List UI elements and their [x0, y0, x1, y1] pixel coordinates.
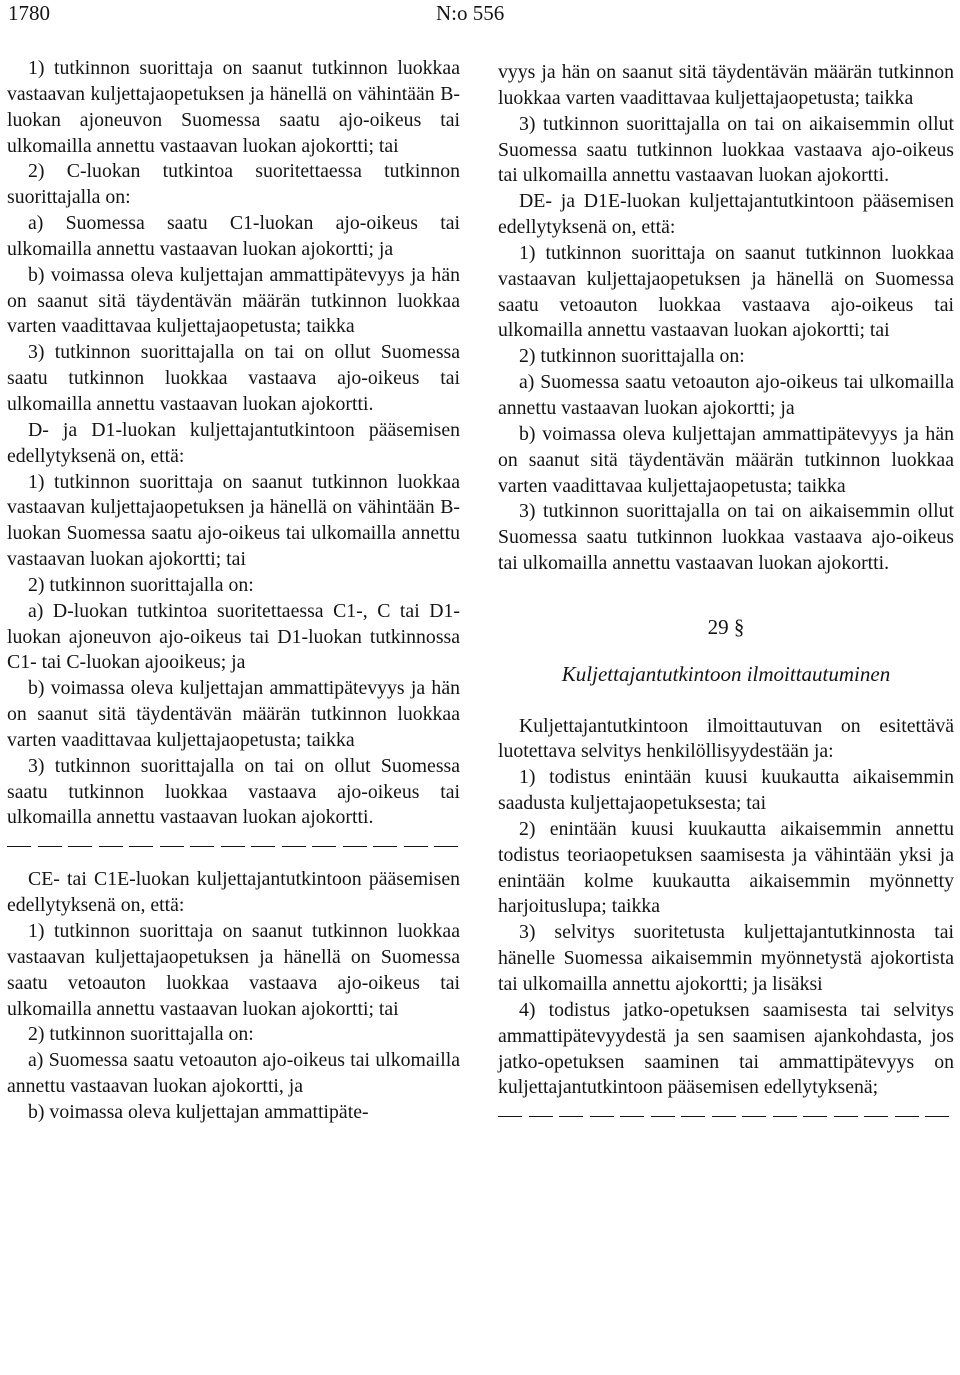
- paragraph: a) Suomessa saatu C1-luokan ajo-oikeus tai ulkomailla annettu vastaavan luokan ajokortti; ja: [7, 212, 460, 260]
- paragraph: a) Suomessa saatu vetoauton ajo-oikeus tai ulkomailla annettu vastaavan luokan ajokortti, ja: [7, 1049, 460, 1098]
- left-column: [7, 56, 460, 1126]
- page-header: [0, 0, 960, 32]
- paragraph: 2) tutkinnon suorittajalla on:: [28, 1023, 254, 1046]
- paragraph: a) D-luokan tutkintoa suoritettaessa C1-, C tai D1-luokan ajoneuvon ajo-oikeus tai D1-luokan tutkinnossa C1- tai C-luokan ajooikeus; ja: [7, 599, 460, 674]
- paragraph: 1) todistus enintään kuusi kuukautta aikaisemmin saadusta kuljettajaopetuksesta; tai: [498, 766, 954, 815]
- paragraph: 4) todistus jatko-opetuksen saamisesta tai selvitys ammattipätevyydestä ja sen saamisen ajankohdasta, jos jatko-opetuksen saaminen tai ammattipätevyys on kuljettajantutkintoon pääsemisen edellytyksenä;: [498, 998, 954, 1099]
- paragraph: 1) tutkinnon suorittaja on saanut tutkinnon luokkaa vastaavan kuljettajaopetuksen ja hänellä on vähintään B-luokan Suomessa saatu ajo-oikeus tai ulkomailla annettu vastaavan luokan ajokortti; tai: [7, 470, 460, 571]
- omission-dashes: [7, 833, 460, 859]
- paragraph: 1) tutkinnon suorittaja on saanut tutkinnon luokkaa vastaavan kuljettajaopetuksen ja hänellä on Suomessa saatu vetoauton luokkaa vastaava ajo-oikeus tai ulkomailla annettu vastaavan luokan ajokortti; tai: [7, 920, 460, 1020]
- document-number: N:o 556: [436, 1, 505, 25]
- paragraph: 3) tutkinnon suorittajalla on tai on aikaisemmin ollut Suomessa saatu tutkinnon luokkaa vastaava ajo-oikeus tai ulkomailla annettu vastaavan luokan ajokortti.: [498, 112, 954, 187]
- paragraph: 2) tutkinnon suorittajalla on:: [519, 345, 745, 368]
- paragraph: 3) tutkinnon suorittajalla on tai on ollut Suomessa saatu tutkinnon luokkaa vastaava ajo-oikeus tai ulkomailla annettu vastaavan luokan ajokortti.: [7, 754, 460, 829]
- paragraph: DE- ja D1E-luokan kuljettajantutkintoon pääsemisen edellytyksenä on, että:: [498, 190, 954, 239]
- paragraph: D- ja D1-luokan kuljettajantutkintoon pääsemisen edellytyksenä on, että:: [7, 418, 460, 467]
- paragraph: Kuljettajantutkintoon ilmoittautuvan on esitettävä luotettava selvitys henkilöllisyydestään ja:: [498, 714, 954, 763]
- paragraph: 3) selvitys suoritetusta kuljettajantutkinnosta tai hänelle Suomessa aikaisemmin myönnetystä ajokortista tai ulkomailla annettu ajokortti; ja lisäksi: [498, 921, 954, 995]
- paragraph: b) voimassa oleva kuljettajan ammattipätevyys ja hän on saanut sitä täydentävän määrän tutkinnon luokkaa varten vaadittavaa kuljettajaopetusta; taikka: [7, 263, 460, 338]
- paragraph: CE- tai C1E-luokan kuljettajantutkintoon pääsemisen edellytyksenä on, että:: [7, 868, 460, 917]
- page-number: 1780: [8, 1, 50, 25]
- paragraph: b) voimassa oleva kuljettajan ammattipätevyys ja hän on saanut sitä täydentävän määrän tutkinnon luokkaa varten vaadittavaa kuljettajaopetusta; taikka: [498, 422, 954, 497]
- section-title: Kuljettajantutkintoon ilmoittautuminen: [561, 661, 891, 686]
- paragraph: 3) tutkinnon suorittajalla on tai on aikaisemmin ollut Suomessa saatu tutkinnon luokkaa vastaava ajo-oikeus tai ulkomailla annettu vastaavan luokan ajokortti.: [498, 500, 954, 575]
- paragraph: 2) C-luokan tutkintoa suoritettaessa tutkinnon suorittajalla on:: [7, 160, 460, 209]
- paragraph: 2) enintään kuusi kuukautta aikaisemmin annettu todistus teoriaopetuksen saamisesta ja vähintään yksi ja enintään kolme kuukautta aikaisemmin myönnetty harjoituslupa; taikka: [498, 817, 954, 918]
- paragraph: b) voimassa oleva kuljettajan ammattipätevyys ja hän on saanut sitä täydentävän määrän tutkinnon luokkaa varten vaadittavaa kuljettajaopetusta; taikka: [7, 677, 460, 751]
- paragraph: 1) tutkinnon suorittaja on saanut tutkinnon luokkaa vastaavan kuljettajaopetuksen ja hänellä on Suomessa saatu vetoauton luokkaa vastaava ajo-oikeus tai ulkomailla annettu vastaavan luokan ajokortti; tai: [498, 241, 954, 342]
- paragraph: b) voimassa oleva kuljettajan ammattipäte-: [28, 1100, 369, 1123]
- section-number: 29 §: [707, 614, 745, 639]
- paragraph-continuation: vyys ja hän on saanut sitä täydentävän määrän tutkinnon luokkaa varten vaadittavaa kuljettajaopetusta; taikka: [498, 61, 954, 109]
- paragraph: a) Suomessa saatu vetoauton ajo-oikeus tai ulkomailla annettu vastaavan luokan ajokortti; ja: [498, 371, 954, 419]
- paragraph: 3) tutkinnon suorittajalla on tai on ollut Suomessa saatu tutkinnon luokkaa vastaava ajo-oikeus tai ulkomailla annettu vastaavan luokan ajokortti.: [7, 341, 460, 415]
- paragraph: 1) tutkinnon suorittaja on saanut tutkinnon luokkaa vastaavan kuljettajaopetuksen ja hänellä on vähintään B-luokan ajoneuvon Suomessa saatu ajo-oikeus tai ulkomailla annettu vastaavan luokan ajokortti; tai: [7, 57, 460, 157]
- paragraph: 2) tutkinnon suorittajalla on:: [28, 573, 254, 596]
- omission-dashes: [498, 1103, 954, 1129]
- right-column: [498, 60, 954, 1129]
